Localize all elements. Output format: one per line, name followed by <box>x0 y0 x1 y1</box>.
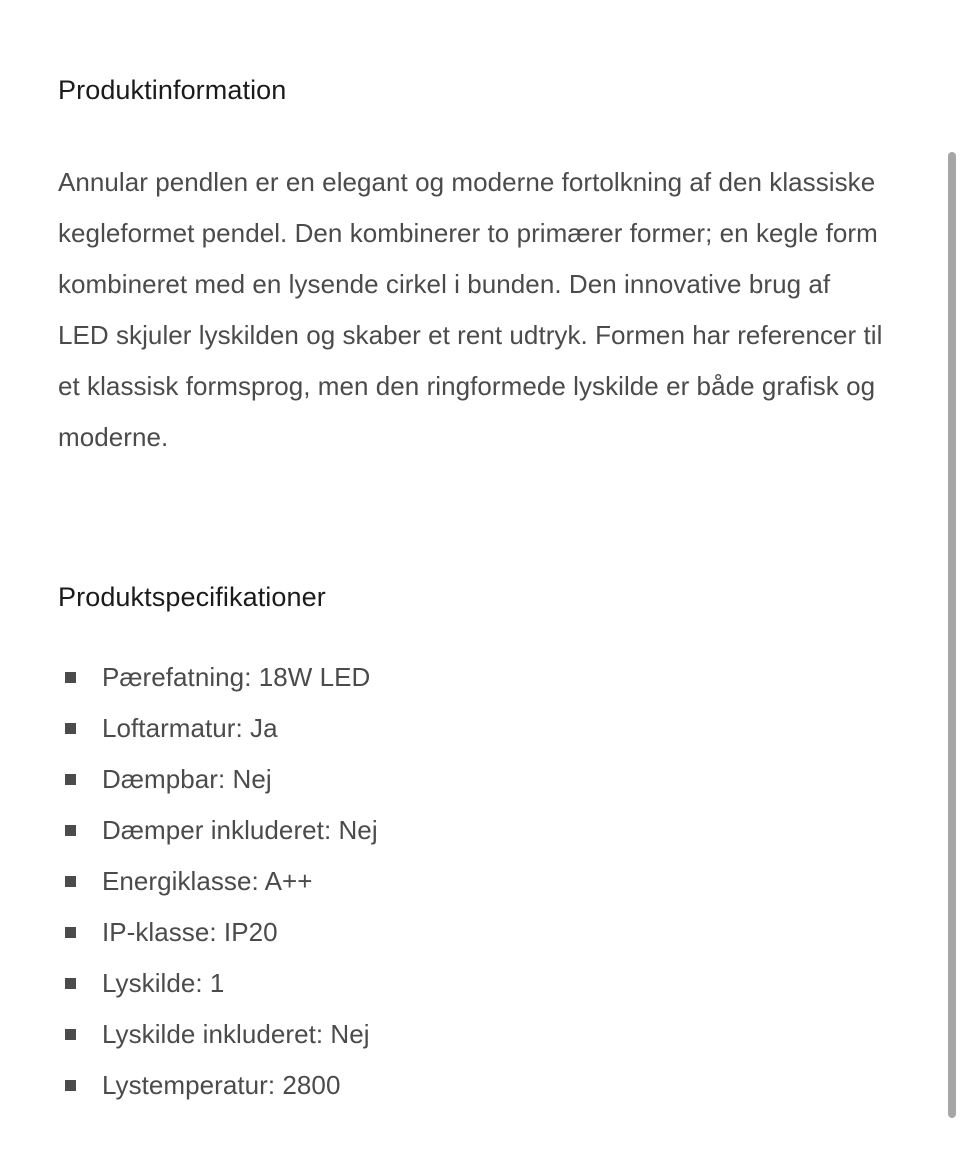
list-item <box>58 703 888 754</box>
product-specifications-list <box>58 652 888 1111</box>
square-bullet-icon <box>65 1029 76 1040</box>
square-bullet-icon <box>65 927 76 938</box>
square-bullet-icon <box>65 876 76 887</box>
list-item <box>58 652 888 703</box>
list-item <box>58 1060 888 1111</box>
list-item <box>58 958 888 1009</box>
list-item-label: Lyskilde: 1 <box>102 967 225 998</box>
list-item <box>58 1009 888 1060</box>
product-information-heading: Produktinformation <box>58 75 287 105</box>
list-item-label: Dæmper inkluderet: Nej <box>102 814 378 845</box>
square-bullet-icon <box>65 978 76 989</box>
list-item-label: Pærefatning: 18W LED <box>102 661 371 692</box>
list-item-label: Loftarmatur: Ja <box>102 712 278 743</box>
list-item-label: Dæmpbar: Nej <box>102 763 272 794</box>
square-bullet-icon <box>65 1080 76 1091</box>
square-bullet-icon <box>65 774 76 785</box>
vertical-scrollbar[interactable] <box>944 0 960 1170</box>
list-item-label: Lyskilde inkluderet: Nej <box>102 1018 370 1049</box>
list-item <box>58 907 888 958</box>
square-bullet-icon <box>65 825 76 836</box>
product-specifications-heading: Produktspecifikationer <box>58 582 326 613</box>
square-bullet-icon <box>65 672 76 683</box>
content-column <box>58 0 888 1111</box>
list-item <box>58 805 888 856</box>
list-item <box>58 754 888 805</box>
list-item-label: Lystemperatur: 2800 <box>102 1069 341 1100</box>
scrollbar-thumb[interactable] <box>948 152 956 1118</box>
list-item-label: Energiklasse: A++ <box>102 865 313 896</box>
product-description-text: Annular pendlen er en elegant og moderne fortolkning af den klassiske kegleformet pendel. Den kombinerer to primærer former; en kegle form kombineret med en lysende cirkel i bunden. Den innovative brug af LED skjuler lyskilden og skaber et rent udtryk. Formen har referencer til et klassisk formsprog, men den ringformede lyskilde er både grafisk og moderne. <box>58 167 883 453</box>
list-item <box>58 856 888 907</box>
list-item-label: IP-klasse: IP20 <box>102 916 278 947</box>
square-bullet-icon <box>65 723 76 734</box>
